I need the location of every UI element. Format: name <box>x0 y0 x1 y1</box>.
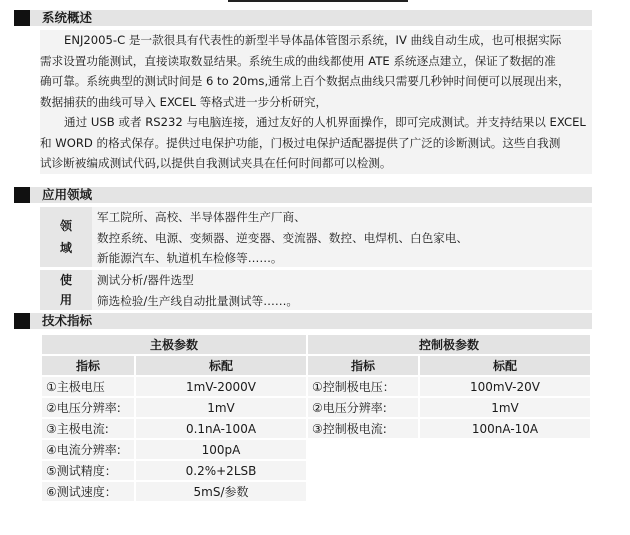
application-line: 军工院所、高校、半导体器件生产厂商、 <box>97 210 306 224</box>
label-char: 用 <box>59 293 72 307</box>
spec-value: 1mV-2000V <box>136 377 306 396</box>
spec-name: ④电流分辨率: <box>42 440 134 459</box>
overview-line: 通过 USB 或者 RS232 与电脑连接，通过友好的人机界面操作，即可完成测试。并支持结果以 EXCEL <box>64 115 586 129</box>
section-title: 系统概述 <box>42 10 93 25</box>
table-row <box>42 461 590 480</box>
label-char: 领 <box>59 219 72 233</box>
section-header-specs <box>14 313 592 329</box>
section-marker <box>14 187 30 203</box>
spec-value: 1mV <box>420 398 590 417</box>
spec-table <box>40 333 592 503</box>
empty-cell <box>308 440 418 459</box>
col-header-rating: 标配 <box>420 356 590 375</box>
section-title: 技术指标 <box>42 313 93 328</box>
spec-value: 1mV <box>136 398 306 417</box>
spec-name: ②电压分辨率: <box>308 398 418 417</box>
empty-cell <box>420 440 590 459</box>
spec-name: ②电压分辨率: <box>42 398 134 417</box>
overview-line: 试诊断被编成测试代码,以提供自我测试夹具在任何时间都可以检测。 <box>40 156 392 170</box>
table-row <box>42 377 590 396</box>
empty-cell <box>308 482 418 501</box>
section-header-applications <box>14 187 592 203</box>
empty-cell <box>308 461 418 480</box>
overview-paragraph <box>40 30 592 174</box>
table-row <box>42 482 590 501</box>
table-row <box>42 419 590 438</box>
application-group-label <box>40 207 92 267</box>
spec-value: 100pA <box>136 440 306 459</box>
main-group-header: 主极参数 <box>42 335 306 354</box>
spec-value: 5mS/参数 <box>136 482 306 501</box>
application-group-field <box>40 207 592 267</box>
section-title: 应用领域 <box>42 187 93 202</box>
spec-name: ⑤测试精度： <box>42 461 134 480</box>
overview-line: 和 WORD 的格式保存。提供过电保护功能，门极过电保护适配器提供了广泛的诊断测试。这些自我测 <box>40 135 561 150</box>
application-group-usage <box>40 270 592 310</box>
spec-name: ①主极电压 <box>42 377 134 396</box>
section-header-overview <box>14 10 592 26</box>
control-group-header: 控制极参数 <box>308 335 590 354</box>
top-rule <box>228 0 408 2</box>
application-lines <box>97 270 298 311</box>
application-line: 测试分析/器件选型 <box>97 273 194 287</box>
spec-value: 100mV-20V <box>420 377 590 396</box>
spec-name: ③控制极电流: <box>308 419 418 438</box>
overview-line: ENJ2005-C 是一款很具有代表性的新型半导体晶体管图示系统，IV 曲线自动生成，也可根据实际 <box>64 33 562 47</box>
overview-line: 确可靠。系统典型的测试时间是 6 to 20ms,通常上百个数据点曲线只需要几秒钟时间便可以展现出来， <box>40 74 570 88</box>
spec-value: 0.1nA-100A <box>136 419 306 438</box>
application-lines <box>97 207 468 269</box>
application-line: 筛选检验/生产线自动批量测试等……。 <box>97 293 299 308</box>
empty-cell <box>420 482 590 501</box>
overview-line: 数据捕获的曲线可导入 EXCEL 等格式进一步分析研究， <box>40 94 328 109</box>
col-header-indicator: 指标 <box>42 356 134 375</box>
table-row <box>42 440 590 459</box>
application-line: 新能源汽车、轨道机车检修等……。 <box>97 251 283 265</box>
application-group-label <box>40 270 92 310</box>
spec-name: ③主极电流: <box>42 419 134 438</box>
label-char: 使 <box>59 273 72 287</box>
spec-value: 0.2%+2LSB <box>136 461 306 480</box>
section-marker <box>14 10 30 26</box>
empty-cell <box>420 461 590 480</box>
spec-value: 100nA-10A <box>420 419 590 438</box>
col-header-rating: 标配 <box>136 356 306 375</box>
overview-line: 需求设置功能测试，直接读取数显结果。系统生成的曲线都使用 ATE 系统逐点建立，保证了数据的准 <box>40 53 556 68</box>
spec-name: ⑥测试速度： <box>42 482 134 501</box>
col-header-indicator: 指标 <box>308 356 418 375</box>
table-row <box>42 398 590 417</box>
application-line: 数控系统、电源、变频器、逆变器、变流器、数控、电焊机、白色家电、 <box>97 230 469 245</box>
spec-name: ①控制极电压： <box>308 377 418 396</box>
section-marker <box>14 313 30 329</box>
label-char: 域 <box>59 241 72 255</box>
